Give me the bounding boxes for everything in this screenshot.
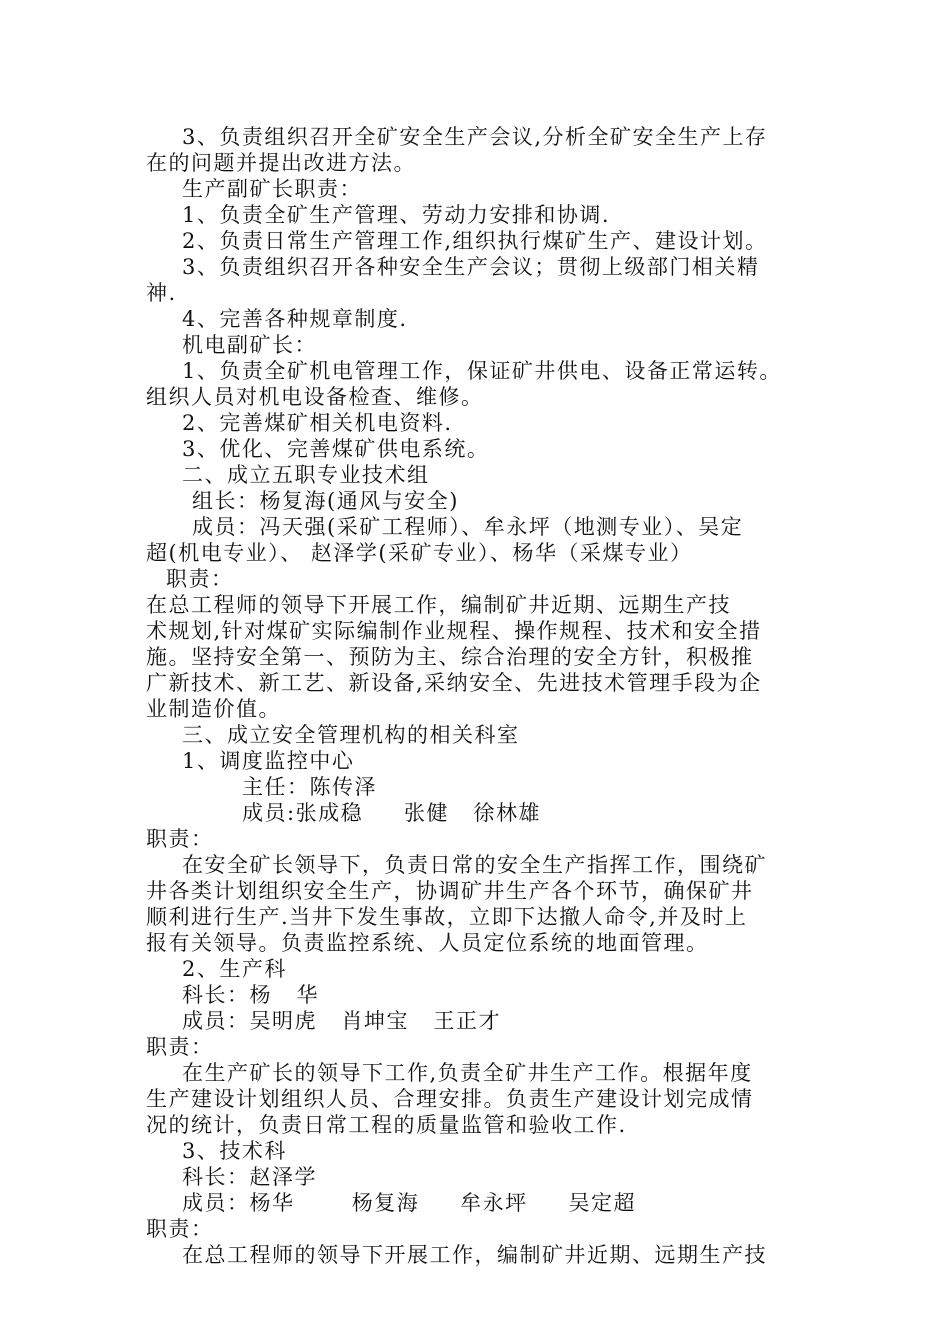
- text-line: 井各类计划组织安全生产，协调矿井生产各个环节，确保矿井: [146, 879, 754, 903]
- text-line: 成员：吴明虎 肖坤宝 王正才: [182, 1009, 502, 1033]
- text-line: 成员:张成稳 张健 徐林雄: [242, 801, 541, 825]
- text-line: 生产建设计划组织人员、合理安排。负责生产建设计划完成情: [146, 1087, 754, 1111]
- text-line: 3、负责组织召开各种安全生产会议；贯彻上级部门相关精: [182, 255, 760, 279]
- text-line: 科长：杨 华: [182, 983, 320, 1007]
- text-line: 术规划,针对煤矿实际编制作业规程、操作规程、技术和安全措: [146, 619, 762, 643]
- section-heading: 三、成立安全管理机构的相关科室: [182, 723, 520, 747]
- text-line: 成员：冯天强(采矿工程师）、牟永坪（地测专业）、吴定: [192, 515, 744, 539]
- text-line: 成员：杨华 杨复海 牟永坪 吴定超: [182, 1191, 636, 1215]
- text-line: 职责：: [166, 567, 234, 591]
- text-line: 组长：杨复海(通风与安全): [192, 489, 459, 513]
- text-line: 施。坚持安全第一、预防为主、综合治理的安全方针，积极推: [146, 645, 754, 669]
- text-line: 在总工程师的领导下开展工作，编制矿井近期、远期生产技: [146, 593, 731, 617]
- text-line: 职责：: [146, 1217, 214, 1241]
- section-heading: 二、成立五职专业技术组: [182, 463, 430, 487]
- text-line: 组织人员对机电设备检查、维修。: [146, 385, 484, 409]
- text-line: 广新技术、新工艺、新设备,采纳安全、先进技术管理手段为企: [146, 671, 762, 695]
- text-line: 报有关领导。负责监控系统、人员定位系统的地面管理。: [146, 931, 709, 955]
- text-line: 1、负责全矿生产管理、劳动力安排和协调.: [182, 203, 611, 227]
- text-line: 职责：: [146, 1035, 214, 1059]
- text-line: 生产副矿长职责：: [182, 177, 362, 201]
- text-line: 4、完善各种规章制度.: [182, 307, 408, 331]
- text-line: 1、负责全矿机电管理工作，保证矿井供电、设备正常运转。: [182, 359, 782, 383]
- text-line: 2、完善煤矿相关机电资料.: [182, 411, 453, 435]
- text-line: 神.: [146, 281, 177, 305]
- text-line: 在的问题并提出改进方法。: [146, 151, 416, 175]
- text-line: 在总工程师的领导下开展工作，编制矿井近期、远期生产技: [182, 1243, 767, 1267]
- text-line: 科长：赵泽学: [182, 1165, 317, 1189]
- text-line: 顺利进行生产.当井下发生事故，立即下达撤人命令,并及时上: [146, 905, 748, 929]
- text-line: 在生产矿长的领导下工作,负责全矿井生产工作。根据年度: [182, 1061, 753, 1085]
- text-line: 职责：: [146, 827, 214, 851]
- text-line: 主任：陈传泽: [242, 775, 377, 799]
- text-line: 机电副矿长：: [182, 333, 317, 357]
- text-line: 3、优化、完善煤矿供电系统。: [182, 437, 490, 461]
- text-line: 3、负责组织召开全矿安全生产会议,分析全矿安全生产上存: [182, 125, 768, 149]
- text-line: 2、负责日常生产管理工作,组织执行煤矿生产、建设计划。: [182, 229, 768, 253]
- text-line: 业制造价值。: [146, 697, 281, 721]
- text-line: 1、调度监控中心: [182, 749, 355, 773]
- text-line: 在安全矿长领导下，负责日常的安全生产指挥工作，围绕矿: [182, 853, 767, 877]
- text-line: 2、生产科: [182, 957, 287, 981]
- text-line: 3、技术科: [182, 1139, 287, 1163]
- text-line: 况的统计，负责日常工程的质量监管和验收工作.: [146, 1113, 627, 1137]
- text-line: 超(机电专业）、 赵泽学(采矿专业）、杨华（采煤专业）: [146, 541, 693, 565]
